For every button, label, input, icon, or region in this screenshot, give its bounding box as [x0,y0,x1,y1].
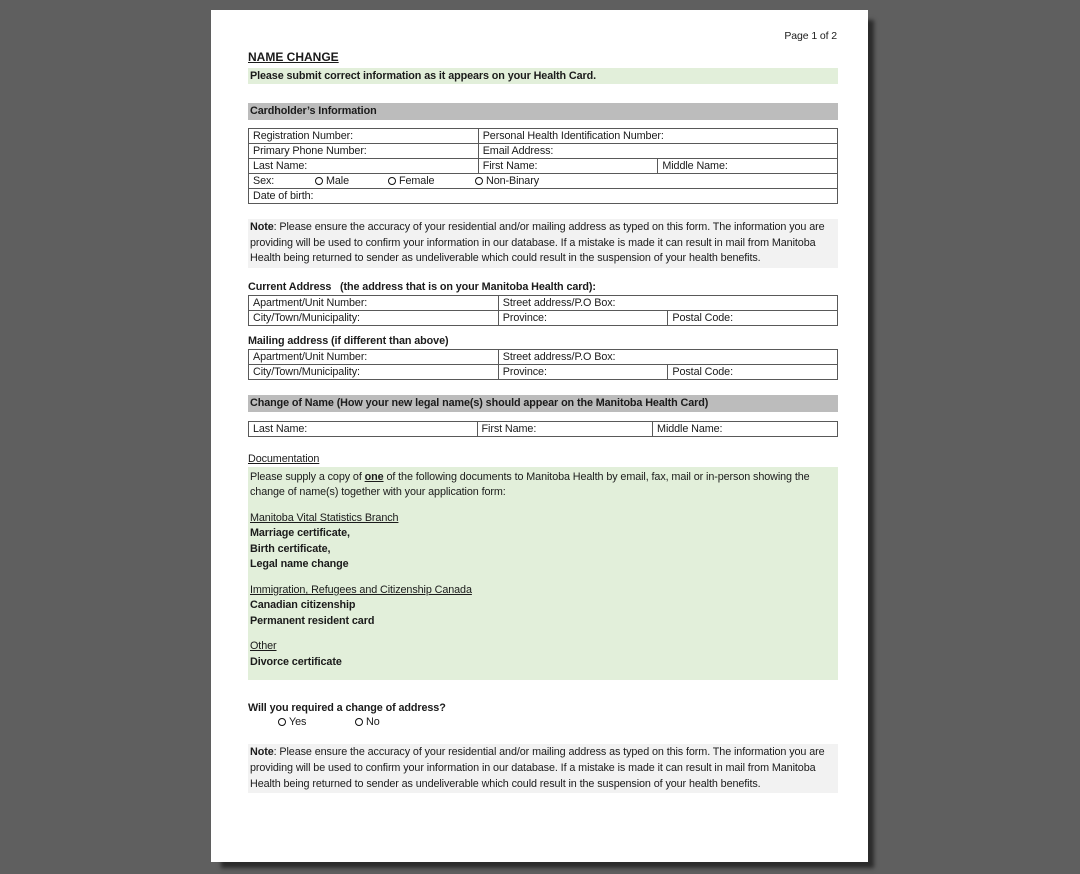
apartment-field[interactable]: Apartment/Unit Number: [249,295,499,310]
current-address-heading: Current Address (the address that is on your Manitoba Health card): [248,280,596,293]
table-row [249,159,838,174]
doc-group-other [250,639,834,670]
doc-group-title: Other [250,640,277,653]
document-page [211,10,868,862]
new-last-name-field[interactable]: Last Name: [249,421,478,436]
note-label: Note [250,746,274,759]
doc-item: Permanent resident card [250,614,375,627]
address-change-options [248,716,838,728]
postal-code-field[interactable]: Postal Code: [668,364,838,379]
email-field[interactable]: Email Address: [478,144,837,159]
doc-group-vital-statistics [250,511,834,573]
documentation-intro [250,470,834,501]
radio-label: Female [399,175,435,187]
sex-row [249,174,838,189]
section-header-change-of-name: Change of Name (How your new legal name(s) should appear on the Manitoba Health Card) [248,395,838,412]
address-accuracy-note [248,744,838,793]
city-field[interactable]: City/Town/Municipality: [249,364,499,379]
radio-icon [315,177,323,185]
radio-icon [388,177,396,185]
street-field[interactable]: Street address/P.O Box: [498,349,837,364]
doc-item: Legal name change [250,558,349,571]
table-row [249,189,838,204]
table-row [249,295,838,310]
documentation-heading: Documentation [248,452,320,465]
note-label: Note [250,221,274,233]
phin-field[interactable]: Personal Health Identification Number: [478,129,837,144]
city-field[interactable]: City/Town/Municipality: [249,310,499,325]
form-content [211,50,868,793]
radio-no[interactable] [355,716,380,728]
note-text: : Please ensure the accuracy of your residential and/or mailing address as typed on this form. The information you are providing will be used to confirm your information in our database. If a mistake is made it can result in mail from Manitoba Health being returned to sender as undeliverable which could result in the suspension of your health benefits. [250,746,825,790]
street-field[interactable]: Street address/P.O Box: [498,295,837,310]
radio-label: Yes [289,716,307,729]
radio-icon [278,718,286,726]
address-accuracy-note [248,219,838,268]
change-of-name-table [248,421,838,437]
radio-label: No [366,716,380,729]
primary-phone-field[interactable]: Primary Phone Number: [249,144,479,159]
province-field[interactable]: Province: [498,310,668,325]
doc-item: Birth certificate, [250,542,331,555]
apartment-field[interactable]: Apartment/Unit Number: [249,349,499,364]
doc-group-title: Manitoba Vital Statistics Branch [250,511,399,524]
doc-item: Marriage certificate, [250,527,350,540]
documentation-panel [248,467,838,681]
radio-nonbinary[interactable] [475,175,539,187]
radio-label: Non-Binary [486,175,540,187]
intro-suffix: of the following documents to Manitoba Health by email, fax, mail or in-person showing the change of name(s) together with your application form: [250,470,810,499]
date-of-birth-field[interactable]: Date of birth: [249,189,838,204]
doc-item: Divorce certificate [250,655,342,668]
form-title: NAME CHANGE [248,50,339,64]
table-row [249,364,838,379]
radio-icon [475,177,483,185]
address-change-question: Will you required a change of address? [248,702,446,715]
doc-item: Canadian citizenship [250,599,356,612]
cardholder-table [248,128,838,204]
registration-number-field[interactable]: Registration Number: [249,129,479,144]
health-card-instruction-banner: Please submit correct information as it appears on your Health Card. [248,68,838,84]
province-field[interactable]: Province: [498,364,668,379]
table-row [249,310,838,325]
doc-group-title: Immigration, Refugees and Citizenship Canada [250,583,472,596]
table-row [249,349,838,364]
table-row [249,421,838,436]
radio-yes[interactable] [278,716,355,728]
intro-prefix: Please supply a copy of [250,470,365,483]
current-address-table [248,295,838,326]
mailing-address-table [248,349,838,380]
middle-name-field[interactable]: Middle Name: [658,159,838,174]
new-middle-name-field[interactable]: Middle Name: [653,421,838,436]
section-header-cardholder: Cardholder’s Information [248,103,838,120]
radio-male[interactable] [315,175,388,187]
doc-group-ircc [250,583,834,630]
table-row [249,144,838,159]
radio-icon [355,718,363,726]
postal-code-field[interactable]: Postal Code: [668,310,838,325]
radio-label: Male [326,175,350,187]
page-number: Page 1 of 2 [784,30,837,42]
new-first-name-field[interactable]: First Name: [477,421,653,436]
radio-female[interactable] [388,175,475,187]
mailing-address-heading: Mailing address (if different than above) [248,334,449,347]
sex-label: Sex: [253,175,275,187]
table-row [249,129,838,144]
note-text: : Please ensure the accuracy of your residential and/or mailing address as typed on this form. The information you are providing will be used to confirm your information in our database. If a mistake is made it can result in mail from Manitoba Health being returned to sender as undeliverable which could result in the suspension of your health benefits. [250,221,825,265]
intro-emphasis: one [364,470,384,483]
last-name-field[interactable]: Last Name: [249,159,479,174]
table-row [249,174,838,189]
first-name-field[interactable]: First Name: [478,159,658,174]
